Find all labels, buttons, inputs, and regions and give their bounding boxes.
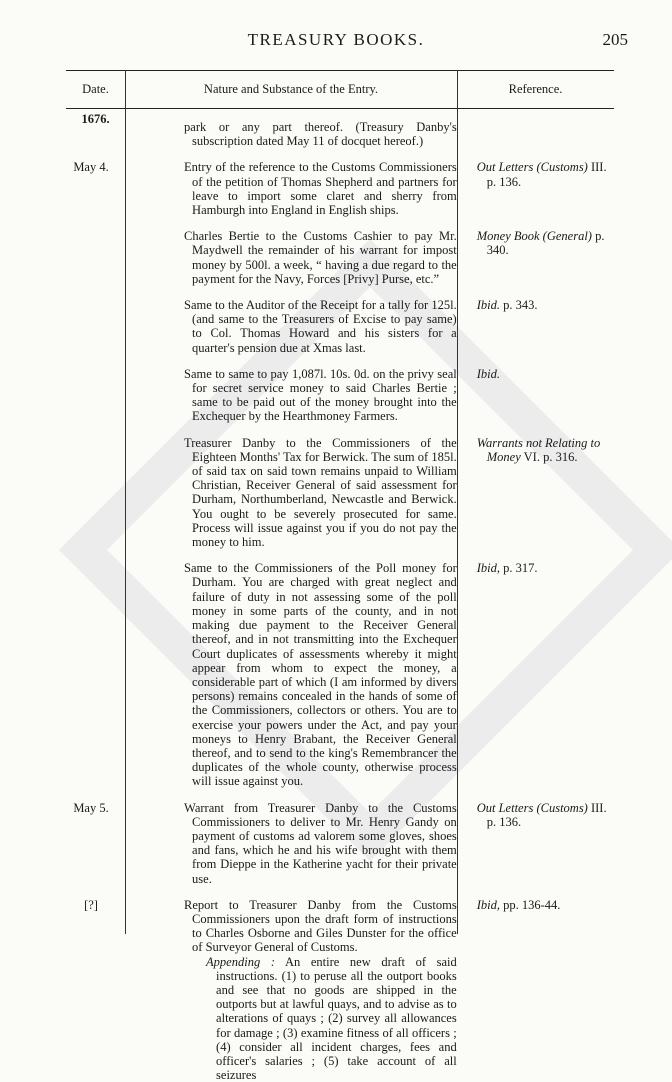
entry-row [66,561,614,788]
entry-text: Same to the Commissioners of the Poll money for Durham. You are charged with great neglect and failure of duty in not assessing some of the poll money in some parts of the county, and in not making due payment to the Receiver General thereof, and in not transmitting into the Exchequer Court duplicates of assessments whereby it might appear from whom to expect the money, a considerable part of which (I am informed by divers persons) remains concealed in the hands of some of the Commissioners, collectors or others. You are to exercise your powers under the Act, and pay your moneys to Henry Brabant, the Receiver General thereof, and to send to the king's Remembrancer the duplicates of the whole county, otherwise process will issue against you. [184,561,457,789]
entry-date [66,367,116,424]
entry-text: Same to same to pay 1,087l. 10s. 0d. on the privy seal for secret service money to said Charles Bertie ; same to be paid out of the money brought into the Exchequer by the Hearthmoney Farmers. [184,366,457,424]
table-top-rule [66,70,614,71]
entry-text: Charles Bertie to the Customs Cashier to pay Mr. Maydwell the remainder of his warrant for impost money by 500l. a week, “ having a due regard to the payment for the Navy, Forces [Privy] Purse, etc.” [184,229,457,286]
entry-row [66,298,614,355]
entry-reference: Warrants not Relating to Money VI. p. 316. [476,435,601,464]
column-header-reference: Reference. [508,82,563,96]
entry-reference: Out Letters (Customs) III. p. 136. [476,800,607,829]
entry-text: Treasurer Danby to the Commissioners of the Eighteen Months' Tax for Berwick. The sum of 185l. of said tax on said town remains unpaid to William Christian, Receiver General of said assessment for Durham, Northumberland, Newcastle and Berwick. You ought to be severely prosecuted for same. Process will issue against you if you do not pay the money to him. [184,435,457,550]
entry-text: Entry of the reference to the Customs Commissioners of the petition of Thomas Shepherd and partners for leave to import some claret and sherry from Hamburgh into England in English ships. [184,160,457,218]
entry-row [66,436,614,550]
entry-reference: Ibid, p. 317. [476,561,538,576]
entries-list [66,109,614,1082]
entry-text: Same to the Auditor of the Receipt for a tally for 125l. (and same to the Treasurers of Excise to pay same) to Col. Thomas Howard and his sisters for a quarter's pension due at Xmas last. [184,298,457,355]
entry-reference: Out Letters (Customs) III. p. 136. [476,160,607,189]
entry-row [66,229,614,286]
entry-reference [475,120,614,148]
entry-text: park or any part thereof. (Treasury Danby's subscription dated May 11 of docquet hereof.) [184,120,457,149]
column-header-date: Date. [82,82,109,96]
year-label: 1676. [81,112,110,126]
entry-date: [?] [84,897,98,912]
appending-label: Appending : [206,954,275,969]
entry-main-text: Report to Treasurer Danby from the Customs Commissioners upon the draft form of instructions to Charles Osborne and Giles Dunster for the office of Surveyor General of Customs. [184,897,457,955]
entry-date [66,120,116,148]
column-header-nature: Nature and Substance of the Entry. [203,82,379,96]
entry-text [184,898,457,1082]
entry-date [66,561,116,788]
entry-reference: Money Book (General) p. 340. [476,229,605,258]
entries-table [66,70,614,1082]
entry-date [66,229,116,286]
appending-text: An entire new draft of said instructions. (1) to peruse all the outport books and see that no goods are shipped in the outports but at lawful quays, and to advise as to alterations of quays ; (2) survey all allowances for damage ; (3) examine fitness of all officers ; (4) consider all incident charges, fees and officer's salaries ; (5) take account of all seizures [216,954,457,1082]
appending-paragraph [192,955,457,1082]
entry-date: May 5. [73,800,109,815]
entry-date [66,298,116,355]
entry-date: May 4. [73,160,109,175]
entry-row [66,801,614,886]
running-title: TREASURY BOOKS. [247,30,425,49]
entry-row [66,367,614,424]
entry-reference: Ibid. p. 343. [476,298,538,313]
entry-reference: Ibid. [476,366,500,381]
entry-date [66,436,116,550]
entry-reference: Ibid, pp. 136-44. [476,897,561,912]
entry-row [66,120,614,148]
entry-row [66,160,614,217]
page-number: 205 [602,30,628,49]
entry-row [66,898,614,1082]
entry-text: Warrant from Treasurer Danby to the Customs Commissioners to deliver to Mr. Henry Gandy on payment of customs ad valorem some gloves, shoes and fans, which he and his wife brought with them from Dieppe in the Katherine yacht for their private use. [184,800,457,886]
